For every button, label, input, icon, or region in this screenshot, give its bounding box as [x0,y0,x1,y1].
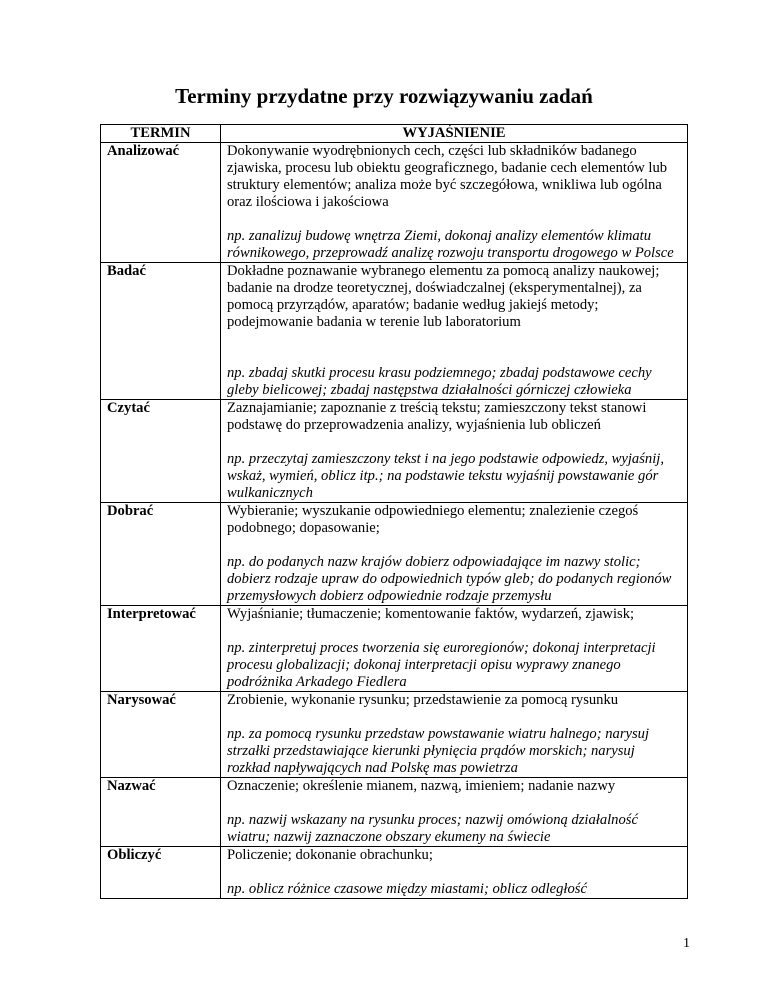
definition-text: Zaznajamianie; zapoznanie z treścią tekstu; zamieszczony tekst stanowi podstawę do przeprowadzenia analizy, wyjaśnienia lub obliczeń [227,400,647,433]
example-text: np. zanalizuj budowę wnętrza Ziemi, dokonaj analizy elementów klimatu równikowego, przeprowadź analizę rozwoju transportu drogowego w Polsce [227,228,674,261]
definition-text: Dokonywanie wyodrębnionych cech, części lub składników badanego zjawiska, procesu lub obiektu geograficznego, badanie cech elementów lub struktury elementów; analiza może być szczegółowa, wnikliwa lub ogólna oraz ilościowa i jakościowa [227,143,668,210]
example-text: np. zinterpretuj proces tworzenia się euroregionów; dokonaj interpretacji procesu globalizacji; dokonaj interpretacji opisu wyprawy znanego podróżnika Arkadego Fiedlera [227,640,656,690]
terms-table [100,124,688,899]
term-cell: Badać [101,263,221,400]
definition-text: Wyjaśnianie; tłumaczenie; komentowanie faktów, wydarzeń, zjawisk; [227,606,635,622]
explanation-cell [221,263,688,400]
page-title: Terminy przydatne przy rozwiązywaniu zadań [175,84,593,108]
example-text: np. do podanych nazw krajów dobierz odpowiadające im nazwy stolic; dobierz rodzaje upraw do odpowiednich typów gleb; do podanych regionów przemysłowych dobierz odpowiednie rodzaje przemysłu [227,554,672,604]
example-text: np. przeczytaj zamieszczony tekst i na jego podstawie odpowiedz, wyjaśnij, wskaż, wymień, oblicz itp.; na podstawie tekstu wyjaśnij powstawanie gór wulkanicznych [227,451,664,501]
definition-text: Dokładne poznawanie wybranego elementu za pomocą analizy naukowej; badanie na drodze teoretycznej, doświadczalnej (eksperymentalnej), za pomocą przyrządów, aparatów; badanie według jakiejś metody; podejmowanie badania w terenie lub laboratorium [227,263,660,330]
table-row [101,143,688,263]
header-term: TERMIN [101,125,221,143]
example-text: np. nazwij wskazany na rysunku proces; nazwij omówioną działalność wiatru; nazwij zaznaczone obszary ekumeny na świecie [227,812,638,845]
definition-text: Zrobienie, wykonanie rysunku; przedstawienie za pomocą rysunku [227,692,619,708]
explanation-cell [221,847,688,899]
definition-text: Wybieranie; wyszukanie odpowiedniego elementu; znalezienie czegoś podobnego; dopasowanie; [227,503,639,536]
table-row [101,400,688,503]
table-row [101,503,688,606]
example-text: np. oblicz różnice czasowe między miastami; oblicz odległość [227,881,587,897]
term-cell: Interpretować [101,606,221,692]
term-cell: Dobrać [101,503,221,606]
example-text: np. za pomocą rysunku przedstaw powstawanie wiatru halnego; narysuj strzałki przedstawiające kierunki płynięcia prądów morskich; narysuj rozkład napływających nad Polskę mas powietrza [227,726,650,776]
header-explanation: WYJAŚNIENIE [221,125,688,143]
term-cell: Nazwać [101,778,221,847]
definition-text: Oznaczenie; określenie mianem, nazwą, imieniem; nadanie nazwy [227,778,616,794]
explanation-cell [221,143,688,263]
term-cell: Analizować [101,143,221,263]
term-cell: Narysować [101,692,221,778]
table-row [101,692,688,778]
term-cell: Obliczyć [101,847,221,899]
example-text: np. zbadaj skutki procesu krasu podziemnego; zbadaj podstawowe cechy gleby bielicowej; zbadaj następstwa działalności górniczej człowieka [227,365,652,398]
explanation-cell [221,503,688,606]
page-number: 1 [683,936,690,951]
explanation-cell [221,778,688,847]
table-row [101,606,688,692]
table-row [101,263,688,400]
explanation-cell [221,692,688,778]
table-header-row [101,125,688,143]
table-row [101,847,688,899]
term-cell: Czytać [101,400,221,503]
explanation-cell [221,606,688,692]
table-row [101,778,688,847]
explanation-cell [221,400,688,503]
definition-text: Policzenie; dokonanie obrachunku; [227,847,433,863]
